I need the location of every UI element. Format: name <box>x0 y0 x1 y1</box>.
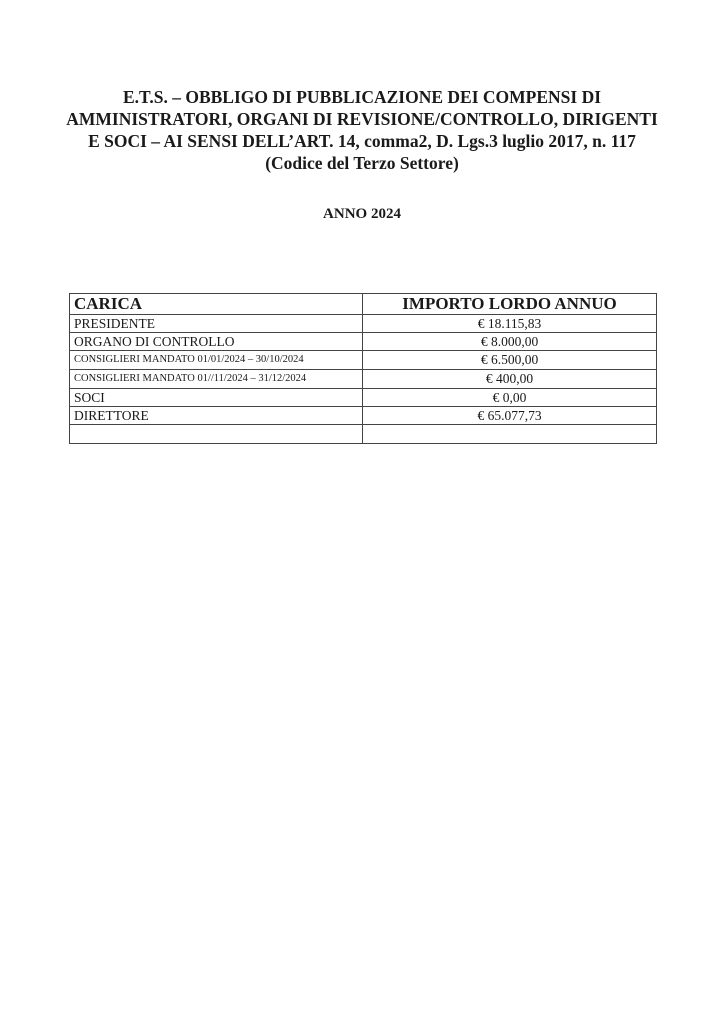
amount-cell: € 8.000,00 <box>363 333 657 351</box>
table-row <box>70 407 657 425</box>
amount-cell <box>363 425 657 444</box>
year-heading: ANNO 2024 <box>323 206 401 222</box>
table-row <box>70 315 657 333</box>
role-cell <box>70 425 363 444</box>
amount-cell: € 18.115,83 <box>363 315 657 333</box>
table-header-row <box>70 294 657 315</box>
role-cell: ORGANO DI CONTROLLO <box>70 333 363 351</box>
amount-cell: € 0,00 <box>363 389 657 407</box>
table-row <box>70 389 657 407</box>
amount-cell: € 400,00 <box>363 370 657 389</box>
column-header-amount: IMPORTO LORDO ANNUO <box>363 294 657 315</box>
compensation-table <box>69 293 657 444</box>
table-row <box>70 351 657 370</box>
amount-cell: € 6.500,00 <box>363 351 657 370</box>
role-cell: CONSIGLIERI MANDATO 01//11/2024 – 31/12/2024 <box>70 370 363 389</box>
document-title <box>60 86 664 174</box>
title-line: E.T.S. – OBBLIGO DI PUBBLICAZIONE DEI COMPENSI DI <box>122 87 602 107</box>
role-cell: CONSIGLIERI MANDATO 01/01/2024 – 30/10/2024 <box>70 351 363 370</box>
table-row <box>70 333 657 351</box>
title-line: AMMINISTRATORI, ORGANI DI REVISIONE/CONTROLLO, DIRIGENTI <box>66 109 658 129</box>
amount-cell: € 65.077,73 <box>363 407 657 425</box>
role-cell: DIRETTORE <box>70 407 363 425</box>
role-cell: SOCI <box>70 389 363 407</box>
title-line: (Codice del Terzo Settore) <box>265 153 459 173</box>
table-row-empty <box>70 425 657 444</box>
title-line: E SOCI – AI SENSI DELL’ART. 14, comma2, D. Lgs.3 luglio 2017, n. 117 <box>88 131 636 151</box>
column-header-role: CARICA <box>70 294 363 315</box>
table-row <box>70 370 657 389</box>
role-cell: PRESIDENTE <box>70 315 363 333</box>
